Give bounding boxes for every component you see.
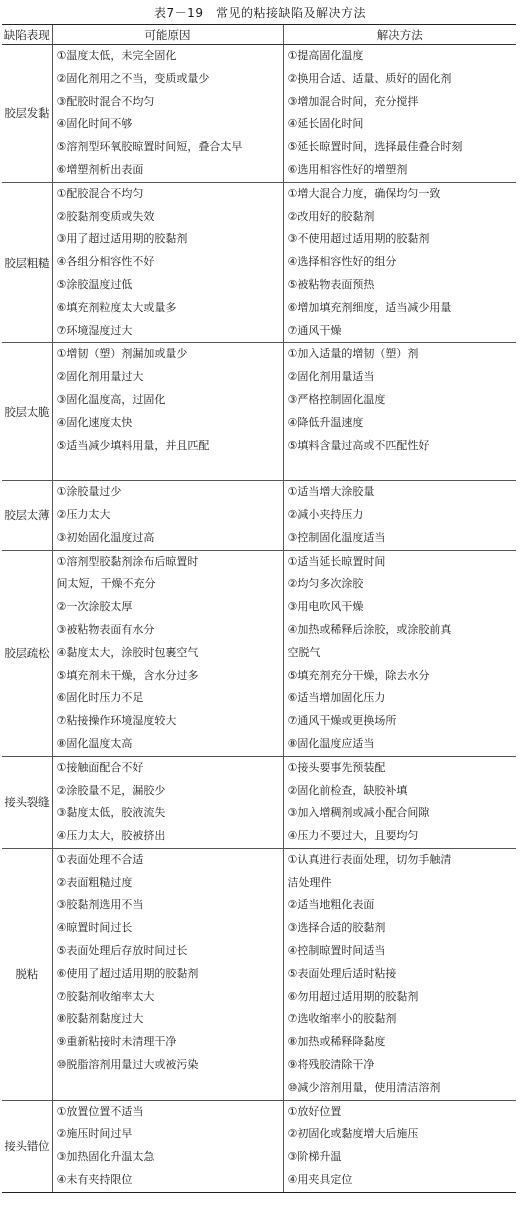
cause-line: ④未有夹持限位 (56, 1173, 133, 1187)
cause-line: ①涂胶量过少 (56, 485, 122, 499)
solution-line: ③加入增稠剂或减小配合间隙 (287, 806, 430, 820)
table-row (2, 45, 516, 183)
cause-line: ⑩脱脂溶剂用量过大或被污染 (56, 1058, 199, 1072)
solution-cell (283, 182, 516, 343)
cause-line: ①放置位置不适当 (56, 1104, 144, 1118)
cause-line: ⑤溶剂型环氧胶晾置时间短，叠合太早 (56, 140, 243, 154)
cause-line: ②胶黏剂变质或失效 (56, 209, 155, 223)
header-solution: 解决方法 (283, 25, 516, 45)
solution-line: ⑥勿用超过适用期的胶黏剂 (287, 989, 419, 1003)
cause-line: ⑥使用了超过适用期的胶黏剂 (56, 966, 199, 980)
cause-line: ③初始固化温度过高 (56, 530, 155, 544)
solution-line: 空脱气 (287, 645, 321, 659)
solution-line: ⑩减少溶剂用量，使用清洁溶剂 (287, 1080, 441, 1094)
defect-cell: 接头错位 (2, 1100, 52, 1192)
defect-cell: 胶层发黏 (2, 45, 52, 183)
solution-line: ①适当增大涂胶量 (287, 485, 375, 499)
cause-line: ②压力太大 (56, 507, 111, 521)
cause-line (53, 1077, 283, 1100)
solution-line: ④用夹具定位 (287, 1173, 353, 1187)
solution-line: ④压力不要过大，且要均匀 (287, 829, 419, 843)
cause-line: ①接触面配合不好 (56, 760, 144, 774)
cause-line: ③配胶时混合不均匀 (56, 94, 155, 108)
cause-line: 间太短，干燥不充分 (56, 577, 156, 591)
solution-line: ④降低升温速度 (287, 415, 364, 429)
cause-line: ②固化剂用之不当，变质或量少 (56, 71, 210, 85)
solution-line: ⑦通风干燥 (287, 323, 342, 337)
cause-cell (52, 550, 283, 756)
solution-line: ⑥选用相容性好的增塑剂 (287, 162, 408, 176)
cause-line: ⑤填充剂未干燥，含水分过多 (56, 668, 199, 682)
solution-line: ②初固化或黏度增大后施压 (287, 1127, 419, 1141)
table-header-row (2, 25, 516, 45)
cause-cell (52, 45, 283, 183)
cause-line: ⑧胶黏剂黏度过大 (56, 1012, 144, 1026)
cause-line: ①增韧（塑）剂漏加或量少 (56, 347, 188, 361)
cause-cell (52, 848, 283, 1100)
solution-line: ③选择合适的胶黏剂 (287, 921, 386, 935)
cause-line: ⑤涂胶温度过低 (56, 277, 133, 291)
cause-line: ①温度太低，未完全固化 (56, 49, 177, 62)
cause-line: ②表面粗糙过度 (56, 875, 133, 889)
cause-line: ⑤表面处理后存放时间过长 (56, 944, 188, 958)
table-row (2, 550, 516, 756)
cause-line: ④黏度太大，涂胶时包裹空气 (56, 645, 199, 659)
solution-line: ④选择相容性好的组分 (287, 255, 397, 269)
table-row (2, 1100, 516, 1192)
cause-line: ③被粘物表面有水分 (56, 622, 155, 636)
cause-line: ④固化时间不够 (56, 117, 133, 131)
cause-cell (52, 182, 283, 343)
solution-line: ①增大混合力度，确保均匀一致 (287, 186, 441, 200)
solution-line: ⑧加热或稀释降黏度 (287, 1035, 386, 1049)
cause-line: ④各组分相容性不好 (56, 255, 155, 269)
table-row (2, 182, 516, 343)
solution-cell (283, 756, 516, 848)
solution-line: ④控制晾置时间适当 (287, 944, 386, 958)
cause-line: ⑦粘接操作环境湿度较大 (56, 714, 177, 728)
solution-line: ②减小夹持压力 (287, 507, 364, 521)
cause-cell (52, 343, 283, 481)
header-defect: 缺陷表现 (2, 25, 52, 45)
solution-cell (283, 343, 516, 481)
solution-line: ①提高固化温度 (287, 49, 364, 62)
solution-line: ④加热或稀释后涂胶，或涂胶前真 (287, 622, 452, 636)
cause-line: ②固化剂用量过大 (56, 370, 144, 384)
defect-cell: 接头裂缝 (2, 756, 52, 848)
cause-cell (52, 1100, 283, 1192)
table-row (2, 481, 516, 550)
solution-line: ⑥适当增加固化压力 (287, 691, 386, 705)
cause-line: ⑦胶黏剂收缩率太大 (56, 989, 155, 1003)
defect-cell: 胶层粗糙 (2, 182, 52, 343)
cause-line: ⑨重新粘接时未清理干净 (56, 1035, 177, 1049)
defect-cell: 脱粘 (2, 848, 52, 1100)
cause-line: ①配胶混合不均匀 (56, 186, 144, 200)
cause-line: ⑥填充剂粒度太大或量多 (56, 300, 177, 314)
solution-line: ⑧固化温度应适当 (287, 736, 375, 750)
solution-line: ①适当延长晾置时间 (287, 554, 386, 568)
table-caption: 表7－19 常见的粘接缺陷及解决方法 (154, 6, 366, 20)
solution-line: ①接头要事先预装配 (287, 760, 386, 774)
solution-line: ③增加混合时间，充分搅拌 (287, 94, 419, 108)
solution-line: ②改用好的胶黏剂 (287, 209, 375, 223)
cause-line: ②涂胶量不足，漏胶少 (56, 783, 166, 797)
solution-cell (283, 1100, 516, 1192)
cause-line: ⑥固化时压力不足 (56, 691, 144, 705)
header-cause: 可能原因 (52, 25, 283, 45)
cause-line: ②一次涂胶太厚 (56, 600, 133, 614)
solution-line: ②固化前检查，缺胶补填 (287, 783, 408, 797)
solution-line: ③阶梯升温 (287, 1150, 342, 1164)
solution-line: ⑤表面处理后适时粘接 (287, 966, 397, 980)
defect-cell: 胶层太薄 (2, 481, 52, 550)
solution-cell (283, 550, 516, 756)
solution-line: ⑦通风干燥或更换场所 (287, 714, 397, 728)
cause-line (53, 457, 283, 480)
solution-line: ③严格控制固化温度 (287, 392, 386, 406)
cause-line: ③用了超过适用期的胶黏剂 (56, 232, 188, 246)
defects-table (2, 24, 516, 1193)
cause-line: ③加热固化升温太急 (56, 1150, 155, 1164)
solution-line: 洁处理件 (287, 875, 332, 889)
solution-line: ⑤填料含量过高或不匹配性好 (287, 438, 430, 452)
cause-line: ①表面处理不合适 (56, 852, 144, 866)
cause-line: ①溶剂型胶黏剂涂布后晾置时 (56, 554, 199, 568)
table-row (2, 756, 516, 848)
solution-line: ①认真进行表面处理，切勿手触清 (287, 852, 452, 866)
cause-line: ③黏度太低，胶液流失 (56, 806, 166, 820)
solution-cell (283, 481, 516, 550)
solution-line: ⑤填充剂充分干燥，除去水分 (287, 668, 430, 682)
cause-line: ⑤适当减少填料用量，并且匹配 (56, 438, 210, 452)
cause-line: ④压力太大，胶被挤出 (56, 829, 166, 843)
cause-line: ⑧固化温度太高 (56, 736, 133, 750)
defect-cell: 胶层太脆 (2, 343, 52, 481)
table-row (2, 343, 516, 481)
solution-line: ③用电吹风干燥 (287, 600, 364, 614)
solution-line: ⑨将残胶清除干净 (287, 1058, 375, 1072)
cause-line: ③胶黏剂选用不当 (56, 898, 144, 912)
solution-line: ②适当地粗化表面 (287, 898, 375, 912)
cause-line: ③固化温度高，过固化 (56, 392, 166, 406)
solution-line: ③控制固化温度适当 (287, 530, 386, 544)
solution-line: ④延长固化时间 (287, 117, 364, 131)
cause-line: ②施压时间过早 (56, 1127, 133, 1141)
cause-cell (52, 756, 283, 848)
cause-line: ④晾置时间过长 (56, 921, 133, 935)
cause-line: ⑦环境湿度过大 (56, 323, 133, 337)
table-row (2, 848, 516, 1100)
solution-line: ③不使用超过适用期的胶黏剂 (287, 232, 430, 246)
solution-line: ⑦选收缩率小的胶黏剂 (287, 1012, 397, 1026)
solution-line: ①放好位置 (287, 1104, 342, 1118)
solution-line: ①加入适量的增韧（塑）剂 (287, 347, 419, 361)
cause-cell (52, 481, 283, 550)
solution-line: ②固化剂用量适当 (287, 370, 375, 384)
solution-line: ⑤延长晾置时间，选择最佳叠合时刻 (287, 140, 463, 154)
solution-line: ⑤被粘物表面预热 (287, 277, 375, 291)
cause-line: ④固化速度太快 (56, 415, 133, 429)
solution-cell (283, 45, 516, 183)
solution-line: ⑥增加填充剂细度，适当减少用量 (287, 300, 452, 314)
solution-line (284, 457, 517, 480)
solution-line: ②换用合适、适量、质好的固化剂 (287, 71, 452, 85)
solution-cell (283, 848, 516, 1100)
defect-cell: 胶层疏松 (2, 550, 52, 756)
cause-line: ⑥增塑剂析出表面 (56, 162, 144, 176)
solution-line: ②均匀多次涂胶 (287, 577, 364, 591)
